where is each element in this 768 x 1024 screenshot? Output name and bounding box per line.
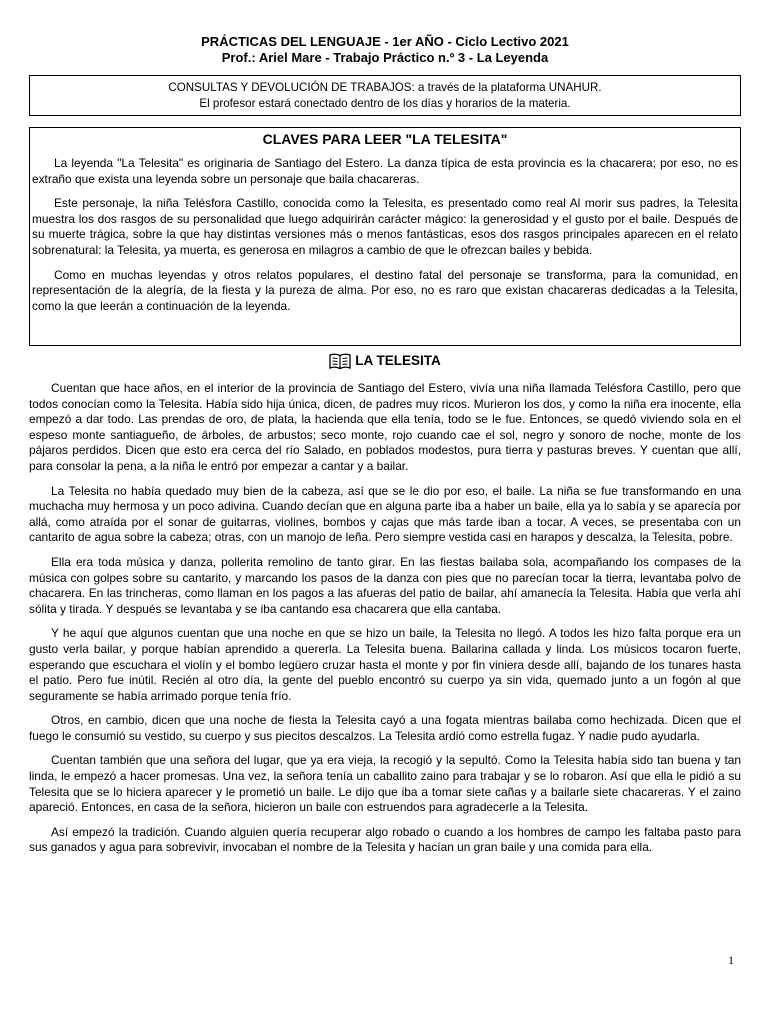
story-paragraph: Ella era toda música y danza, pollerita remolino de tanto girar. En las fiestas bailaba sola, acompañando los compases de la música con golpes sobre su cantarito, y marcando los pasos de la danza con pies que no parecían tocar la tierra, levantaba polvo de chacarera. En las trincheras, como llaman en los pagos a las afueras del patio de bailar, ahí amanecía la Telesita. Había que verla ahí sólita y tirada. Y después se levantaba y se iba cantando esa chacarera que ella cantaba. — [29, 554, 741, 616]
claves-paragraph: Este personaje, la niña Telésfora Castillo, conocida como la Telesita, es presentado como real Al morir sus padres, la Telesita muestra los dos rasgos de su personalidad que luego adquirirán carácter mágico: la generosidad y el gusto por el baile. Después de su muerte trágica, sobre la que hay distintas versiones más o menos fantásticas, esos dos rasgos principales aparecen en el relato sobrenatural: la Telesita, ya muerta, es generosa en milagros a cambio de que le ofrezcan bailes y bebida. — [32, 196, 738, 257]
claves-title: CLAVES PARA LEER "LA TELESITA" — [262, 131, 508, 147]
story-paragraph: Otros, en cambio, dicen que una noche de fiesta la Telesita cayó a una fogata mientras bailaba como hechizada. Dicen que el fuego le consumió su vestido, su cuerpo y sus piecitos descalzos. La Telesita ardió como estrella fugaz. Y nadie pudo ayudarla. — [29, 713, 741, 743]
story-title: LA TELESITA — [355, 353, 441, 368]
header-course-line: PRÁCTICAS DEL LENGUAJE - 1er AÑO - Ciclo Lectivo 2021 — [201, 34, 569, 49]
document-page — [29, 0, 741, 865]
document-header — [29, 34, 741, 66]
story-paragraph: La Telesita no había quedado muy bien de la cabeza, así que se le dio por eso, el baile. La niña se fue transformando en una muchacha muy hermosa y un poco adivina. Cuando decían que en alguna parte iba a haber un baile, ella ya lo sabía y se aparecía por allá, como atraída por el sonar de guitarras, violines, bombos y cajas que más tarde iban a tocar. A veces, se presentaba con un cantarito de agua sobre la cabeza; otras, con un manojo de leña. Pero siempre vestida casi en harapos y descalza, la Telesita, pobre. — [29, 483, 741, 545]
consultas-line-1: CONSULTAS Y DEVOLUCIÓN DE TRABAJOS: a través de la plataforma UNAHUR. — [168, 81, 602, 94]
consultas-box — [29, 75, 741, 116]
open-book-icon — [329, 353, 351, 370]
story-body — [29, 381, 741, 856]
story-heading — [29, 352, 741, 370]
page-number: 1 — [728, 953, 734, 967]
story-paragraph: Así empezó la tradición. Cuando alguien quería recuperar algo robado o cuando a los hombres de campo les faltaba pasto para sus ganados y agua para sobrevivir, invocaban el nombre de la Telesita y hacían un gran baile y una comida para ella. — [29, 824, 741, 855]
story-paragraph: Cuentan también que una señora del lugar, que ya era vieja, la recogió y la sepultó. Como la Telesita había sido tan buena y tan linda, le empezó a hacer promesas. Una vez, la señora tenía un caballito zaino para trabajar y se lo robaron. Así que ella le pidió a su Telesita que se lo hiciera aparecer y le prometió un baile. Le dijo que iba a tomar siete cañas y a bailarle siete chacareras. Y el zaino apareció. Entonces, en casa de la señora, hicieron un baile con estruendos para agradecerle a la Telesita. — [29, 753, 741, 815]
claves-paragraph: Como en muchas leyendas y otros relatos populares, el destino fatal del personaje se transforma, para la comunidad, en representación de la alegría, de la fiesta y la pureza de alma. Por eso, no es raro que existan chacareras dedicadas a la Telesita, como la que leerán a continuación de la leyenda. — [32, 267, 738, 313]
header-professor-line: Prof.: Ariel Mare - Trabajo Práctico n.º 3 - La Leyenda — [221, 50, 549, 65]
story-paragraph: Y he aquí que algunos cuentan que una noche en que se hizo un baile, la Telesita no llegó. A todos les hizo falta porque era un gusto verla bailar, y porque habían aprendido a quererla. La Telesita buena. Bailarina callada y linda. Los músicos tocaron fuerte, esperando que escuchara el violín y el bombo legüero cruzar hasta el monte y por fin viniera desde allí, bajando de los tunares hasta el patio. Pero fue inútil. Recién al otro día, la gente del pueblo encontró su cuerpo ya sin vida, quemado junto a un fogón al que seguramente se había arrimado porque tenía frío. — [29, 626, 741, 703]
claves-box — [29, 127, 741, 346]
claves-paragraph: La leyenda "La Telesita" es originaria de Santiago del Estero. La danza típica de esta provincia es la chacarera; por eso, no es extraño que exista una leyenda sobre un personaje que baila chacareras. — [32, 156, 738, 186]
consultas-line-2: El profesor estará conectado dentro de los días y horarios de la materia. — [199, 97, 571, 110]
story-paragraph: Cuentan que hace años, en el interior de la provincia de Santiago del Estero, vivía una niña llamada Telésfora Castillo, pero que todos conocían como la Telesita. Había sido hija única, dicen, de padres muy ricos. Murieron los dos, y como la niña era inocente, ella empezó a dar todo. Las prendas de oro, de plata, la hacienda que ella tenía, todo se le fue. Entonces, se quedó viviendo sola en el espeso monte santiagueño, de árboles, de arbustos; seco monte, rojo cuando cae el sol, negro y sonoro de noche, monte de los pájaros perdidos. Dicen que esto era cerca del río Salado, en poblados modestos, pura tierra y pasturas breves. Y cuentan que allí, para consolar la pena, a la niña le entró por empezar a cantar y a bailar. — [29, 381, 741, 473]
